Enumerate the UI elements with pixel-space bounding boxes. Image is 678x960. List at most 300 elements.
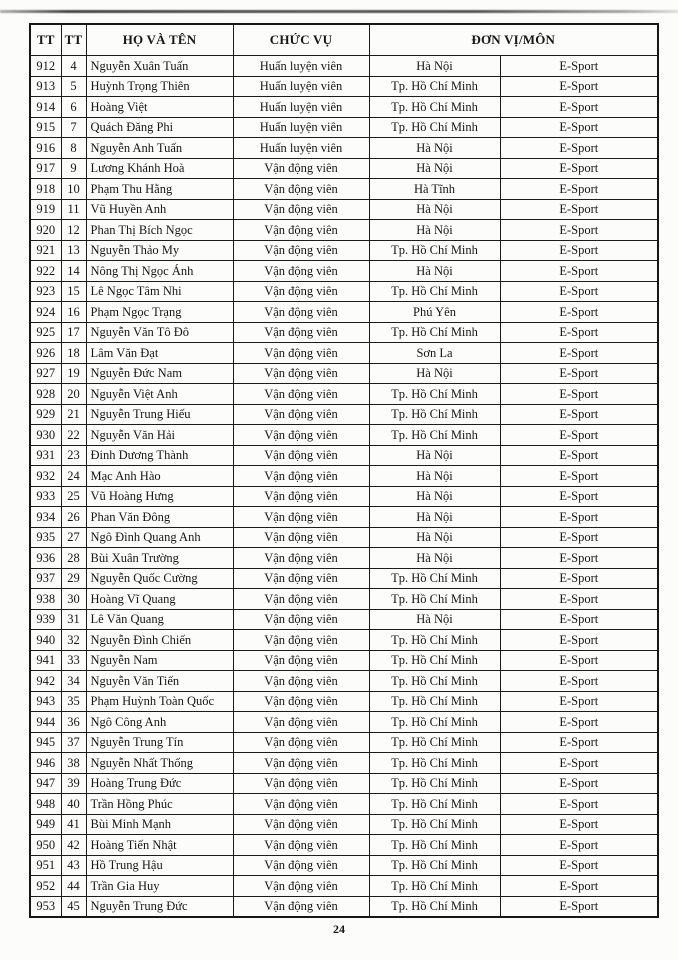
table-row xyxy=(30,138,658,159)
col-header-name: HỌ VÀ TÊN xyxy=(86,24,233,56)
cell-role: Huấn luyện viên xyxy=(233,138,369,159)
col-header-tt-local: TT xyxy=(61,24,86,56)
cell-global-index: 922 xyxy=(30,261,61,282)
cell-global-index: 951 xyxy=(30,855,61,876)
cell-global-index: 946 xyxy=(30,753,61,774)
cell-unit: Tp. Hồ Chí Minh xyxy=(369,712,500,733)
table-row xyxy=(30,363,658,384)
table-row xyxy=(30,445,658,466)
cell-unit: Tp. Hồ Chí Minh xyxy=(369,568,500,589)
cell-unit: Hà Tĩnh xyxy=(369,179,500,200)
cell-role: Vận động viên xyxy=(233,158,369,179)
cell-global-index: 930 xyxy=(30,425,61,446)
cell-name: Vũ Hoàng Hưng xyxy=(86,486,233,507)
table-row xyxy=(30,97,658,118)
cell-local-index: 40 xyxy=(61,794,86,815)
cell-role: Vận động viên xyxy=(233,179,369,200)
cell-role: Vận động viên xyxy=(233,425,369,446)
cell-name: Huỳnh Trọng Thiên xyxy=(86,76,233,97)
cell-unit: Tp. Hồ Chí Minh xyxy=(369,691,500,712)
cell-local-index: 35 xyxy=(61,691,86,712)
cell-unit: Tp. Hồ Chí Minh xyxy=(369,814,500,835)
cell-sport: E-Sport xyxy=(500,158,658,179)
cell-sport: E-Sport xyxy=(500,773,658,794)
cell-sport: E-Sport xyxy=(500,507,658,528)
cell-unit: Tp. Hồ Chí Minh xyxy=(369,404,500,425)
cell-sport: E-Sport xyxy=(500,691,658,712)
cell-name: Nguyễn Nam xyxy=(86,650,233,671)
cell-global-index: 945 xyxy=(30,732,61,753)
cell-name: Hoàng Trung Đức xyxy=(86,773,233,794)
cell-local-index: 6 xyxy=(61,97,86,118)
cell-global-index: 920 xyxy=(30,220,61,241)
cell-unit: Hà Nội xyxy=(369,158,500,179)
cell-name: Hoàng Vĩ Quang xyxy=(86,589,233,610)
cell-local-index: 42 xyxy=(61,835,86,856)
cell-unit: Tp. Hồ Chí Minh xyxy=(369,240,500,261)
cell-name: Nguyễn Quốc Cường xyxy=(86,568,233,589)
cell-unit: Hà Nội xyxy=(369,199,500,220)
cell-global-index: 942 xyxy=(30,671,61,692)
cell-name: Nguyễn Trung Hiếu xyxy=(86,404,233,425)
cell-local-index: 25 xyxy=(61,486,86,507)
cell-sport: E-Sport xyxy=(500,609,658,630)
cell-unit: Tp. Hồ Chí Minh xyxy=(369,322,500,343)
table-row xyxy=(30,896,658,917)
table-row xyxy=(30,548,658,569)
cell-unit: Tp. Hồ Chí Minh xyxy=(369,630,500,651)
cell-role: Vận động viên xyxy=(233,445,369,466)
cell-sport: E-Sport xyxy=(500,630,658,651)
cell-unit: Tp. Hồ Chí Minh xyxy=(369,835,500,856)
cell-global-index: 934 xyxy=(30,507,61,528)
cell-local-index: 16 xyxy=(61,302,86,323)
cell-unit: Tp. Hồ Chí Minh xyxy=(369,732,500,753)
cell-name: Nguyễn Đức Nam xyxy=(86,363,233,384)
cell-role: Vận động viên xyxy=(233,486,369,507)
cell-name: Nguyễn Nhất Thống xyxy=(86,753,233,774)
cell-role: Vận động viên xyxy=(233,281,369,302)
cell-sport: E-Sport xyxy=(500,220,658,241)
cell-sport: E-Sport xyxy=(500,363,658,384)
cell-role: Vận động viên xyxy=(233,589,369,610)
cell-name: Vũ Huyền Anh xyxy=(86,199,233,220)
cell-role: Vận động viên xyxy=(233,609,369,630)
table-row xyxy=(30,425,658,446)
table-row xyxy=(30,281,658,302)
roster-table-body xyxy=(30,56,658,917)
cell-global-index: 926 xyxy=(30,343,61,364)
cell-local-index: 37 xyxy=(61,732,86,753)
cell-global-index: 913 xyxy=(30,76,61,97)
cell-global-index: 941 xyxy=(30,650,61,671)
table-row xyxy=(30,794,658,815)
cell-local-index: 44 xyxy=(61,876,86,897)
cell-sport: E-Sport xyxy=(500,179,658,200)
cell-sport: E-Sport xyxy=(500,671,658,692)
cell-role: Vận động viên xyxy=(233,527,369,548)
cell-role: Vận động viên xyxy=(233,240,369,261)
cell-sport: E-Sport xyxy=(500,425,658,446)
cell-role: Vận động viên xyxy=(233,835,369,856)
cell-local-index: 10 xyxy=(61,179,86,200)
table-row xyxy=(30,527,658,548)
cell-sport: E-Sport xyxy=(500,76,658,97)
cell-role: Vận động viên xyxy=(233,630,369,651)
cell-global-index: 918 xyxy=(30,179,61,200)
cell-role: Vận động viên xyxy=(233,876,369,897)
cell-name: Lương Khánh Hoà xyxy=(86,158,233,179)
cell-name: Phạm Ngọc Trạng xyxy=(86,302,233,323)
cell-unit: Hà Nội xyxy=(369,220,500,241)
cell-unit: Tp. Hồ Chí Minh xyxy=(369,384,500,405)
cell-global-index: 931 xyxy=(30,445,61,466)
cell-role: Vận động viên xyxy=(233,199,369,220)
cell-unit: Hà Nội xyxy=(369,363,500,384)
col-header-role: CHỨC VỤ xyxy=(233,24,369,56)
cell-sport: E-Sport xyxy=(500,281,658,302)
cell-sport: E-Sport xyxy=(500,322,658,343)
table-row xyxy=(30,322,658,343)
cell-local-index: 9 xyxy=(61,158,86,179)
cell-global-index: 948 xyxy=(30,794,61,815)
table-row xyxy=(30,507,658,528)
cell-sport: E-Sport xyxy=(500,835,658,856)
cell-name: Nguyễn Trung Tín xyxy=(86,732,233,753)
cell-sport: E-Sport xyxy=(500,302,658,323)
table-row xyxy=(30,384,658,405)
cell-sport: E-Sport xyxy=(500,138,658,159)
cell-sport: E-Sport xyxy=(500,97,658,118)
cell-local-index: 7 xyxy=(61,117,86,138)
table-row xyxy=(30,630,658,651)
cell-sport: E-Sport xyxy=(500,814,658,835)
cell-local-index: 21 xyxy=(61,404,86,425)
cell-local-index: 34 xyxy=(61,671,86,692)
cell-local-index: 45 xyxy=(61,896,86,917)
cell-role: Vận động viên xyxy=(233,261,369,282)
cell-sport: E-Sport xyxy=(500,240,658,261)
cell-role: Vận động viên xyxy=(233,220,369,241)
cell-local-index: 17 xyxy=(61,322,86,343)
cell-unit: Tp. Hồ Chí Minh xyxy=(369,773,500,794)
cell-sport: E-Sport xyxy=(500,199,658,220)
cell-global-index: 927 xyxy=(30,363,61,384)
cell-name: Nguyễn Đình Chiến xyxy=(86,630,233,651)
cell-role: Vận động viên xyxy=(233,343,369,364)
cell-global-index: 939 xyxy=(30,609,61,630)
cell-sport: E-Sport xyxy=(500,794,658,815)
cell-unit: Tp. Hồ Chí Minh xyxy=(369,876,500,897)
cell-name: Lê Ngọc Tâm Nhi xyxy=(86,281,233,302)
cell-role: Vận động viên xyxy=(233,548,369,569)
table-row xyxy=(30,343,658,364)
cell-name: Quách Đăng Phi xyxy=(86,117,233,138)
cell-global-index: 929 xyxy=(30,404,61,425)
cell-sport: E-Sport xyxy=(500,445,658,466)
cell-global-index: 953 xyxy=(30,896,61,917)
cell-role: Vận động viên xyxy=(233,363,369,384)
cell-unit: Hà Nội xyxy=(369,466,500,487)
cell-role: Vận động viên xyxy=(233,384,369,405)
cell-role: Vận động viên xyxy=(233,691,369,712)
cell-role: Vận động viên xyxy=(233,568,369,589)
cell-unit: Hà Nội xyxy=(369,486,500,507)
cell-unit: Tp. Hồ Chí Minh xyxy=(369,896,500,917)
cell-sport: E-Sport xyxy=(500,486,658,507)
cell-name: Nguyễn Thảo My xyxy=(86,240,233,261)
cell-local-index: 4 xyxy=(61,56,86,77)
cell-name: Phan Văn Đông xyxy=(86,507,233,528)
cell-name: Phan Thị Bích Ngọc xyxy=(86,220,233,241)
cell-unit: Tp. Hồ Chí Minh xyxy=(369,855,500,876)
table-row xyxy=(30,753,658,774)
cell-name: Ngô Đình Quang Anh xyxy=(86,527,233,548)
cell-name: Phạm Thu Hằng xyxy=(86,179,233,200)
table-row xyxy=(30,589,658,610)
cell-global-index: 940 xyxy=(30,630,61,651)
table-row xyxy=(30,486,658,507)
cell-local-index: 19 xyxy=(61,363,86,384)
cell-sport: E-Sport xyxy=(500,876,658,897)
cell-local-index: 43 xyxy=(61,855,86,876)
cell-unit: Hà Nội xyxy=(369,609,500,630)
cell-name: Trần Gia Huy xyxy=(86,876,233,897)
cell-unit: Hà Nội xyxy=(369,56,500,77)
cell-unit: Hà Nội xyxy=(369,445,500,466)
table-row xyxy=(30,466,658,487)
cell-local-index: 13 xyxy=(61,240,86,261)
cell-name: Nguyễn Văn Tô Đô xyxy=(86,322,233,343)
col-header-unit-sport: ĐƠN VỊ/MÔN xyxy=(369,24,658,56)
cell-role: Vận động viên xyxy=(233,302,369,323)
cell-local-index: 39 xyxy=(61,773,86,794)
roster-table xyxy=(29,23,659,918)
table-row xyxy=(30,835,658,856)
cell-global-index: 938 xyxy=(30,589,61,610)
cell-sport: E-Sport xyxy=(500,650,658,671)
cell-name: Bùi Minh Mạnh xyxy=(86,814,233,835)
cell-local-index: 27 xyxy=(61,527,86,548)
cell-sport: E-Sport xyxy=(500,384,658,405)
cell-role: Huấn luyện viên xyxy=(233,97,369,118)
table-row xyxy=(30,302,658,323)
cell-sport: E-Sport xyxy=(500,117,658,138)
cell-role: Vận động viên xyxy=(233,794,369,815)
cell-name: Trần Hồng Phúc xyxy=(86,794,233,815)
cell-sport: E-Sport xyxy=(500,56,658,77)
cell-global-index: 947 xyxy=(30,773,61,794)
cell-local-index: 24 xyxy=(61,466,86,487)
table-row xyxy=(30,609,658,630)
cell-role: Vận động viên xyxy=(233,404,369,425)
table-row xyxy=(30,76,658,97)
cell-local-index: 33 xyxy=(61,650,86,671)
cell-role: Vận động viên xyxy=(233,753,369,774)
cell-name: Nguyễn Trung Đức xyxy=(86,896,233,917)
cell-global-index: 944 xyxy=(30,712,61,733)
cell-local-index: 29 xyxy=(61,568,86,589)
cell-name: Nguyễn Văn Hải xyxy=(86,425,233,446)
cell-global-index: 924 xyxy=(30,302,61,323)
table-row xyxy=(30,732,658,753)
cell-name: Bùi Xuân Trường xyxy=(86,548,233,569)
cell-unit: Tp. Hồ Chí Minh xyxy=(369,281,500,302)
cell-name: Hoàng Tiến Nhật xyxy=(86,835,233,856)
cell-local-index: 22 xyxy=(61,425,86,446)
cell-name: Nguyễn Anh Tuấn xyxy=(86,138,233,159)
cell-global-index: 943 xyxy=(30,691,61,712)
cell-role: Vận động viên xyxy=(233,732,369,753)
table-row xyxy=(30,855,658,876)
cell-local-index: 18 xyxy=(61,343,86,364)
cell-name: Nông Thị Ngọc Ánh xyxy=(86,261,233,282)
cell-role: Vận động viên xyxy=(233,814,369,835)
table-row xyxy=(30,261,658,282)
cell-role: Vận động viên xyxy=(233,855,369,876)
cell-role: Vận động viên xyxy=(233,507,369,528)
cell-name: Hoàng Việt xyxy=(86,97,233,118)
cell-global-index: 919 xyxy=(30,199,61,220)
page-number: 24 xyxy=(333,922,345,936)
cell-global-index: 928 xyxy=(30,384,61,405)
cell-global-index: 912 xyxy=(30,56,61,77)
cell-name: Đinh Dương Thành xyxy=(86,445,233,466)
cell-global-index: 917 xyxy=(30,158,61,179)
table-row xyxy=(30,814,658,835)
cell-local-index: 32 xyxy=(61,630,86,651)
table-row xyxy=(30,117,658,138)
cell-global-index: 933 xyxy=(30,486,61,507)
cell-sport: E-Sport xyxy=(500,466,658,487)
table-row xyxy=(30,650,658,671)
cell-role: Huấn luyện viên xyxy=(233,117,369,138)
cell-name: Nguyễn Văn Tiến xyxy=(86,671,233,692)
cell-local-index: 8 xyxy=(61,138,86,159)
cell-global-index: 914 xyxy=(30,97,61,118)
cell-global-index: 932 xyxy=(30,466,61,487)
cell-local-index: 14 xyxy=(61,261,86,282)
cell-sport: E-Sport xyxy=(500,343,658,364)
cell-local-index: 12 xyxy=(61,220,86,241)
table-row xyxy=(30,712,658,733)
cell-unit: Sơn La xyxy=(369,343,500,364)
cell-role: Huấn luyện viên xyxy=(233,56,369,77)
cell-unit: Hà Nội xyxy=(369,527,500,548)
cell-local-index: 31 xyxy=(61,609,86,630)
cell-name: Nguyễn Xuân Tuấn xyxy=(86,56,233,77)
cell-global-index: 915 xyxy=(30,117,61,138)
cell-unit: Hà Nội xyxy=(369,507,500,528)
cell-global-index: 950 xyxy=(30,835,61,856)
table-row xyxy=(30,671,658,692)
cell-unit: Phú Yên xyxy=(369,302,500,323)
cell-name: Lâm Văn Đạt xyxy=(86,343,233,364)
cell-local-index: 36 xyxy=(61,712,86,733)
cell-global-index: 916 xyxy=(30,138,61,159)
cell-unit: Tp. Hồ Chí Minh xyxy=(369,117,500,138)
cell-sport: E-Sport xyxy=(500,261,658,282)
table-row xyxy=(30,179,658,200)
cell-sport: E-Sport xyxy=(500,589,658,610)
cell-sport: E-Sport xyxy=(500,712,658,733)
cell-sport: E-Sport xyxy=(500,404,658,425)
cell-role: Vận động viên xyxy=(233,671,369,692)
cell-local-index: 30 xyxy=(61,589,86,610)
cell-role: Huấn luyện viên xyxy=(233,76,369,97)
table-row xyxy=(30,876,658,897)
cell-local-index: 11 xyxy=(61,199,86,220)
cell-name: Nguyễn Việt Anh xyxy=(86,384,233,405)
table-row xyxy=(30,240,658,261)
cell-global-index: 949 xyxy=(30,814,61,835)
cell-role: Vận động viên xyxy=(233,322,369,343)
cell-unit: Tp. Hồ Chí Minh xyxy=(369,76,500,97)
cell-sport: E-Sport xyxy=(500,548,658,569)
header-row xyxy=(30,24,658,56)
table-row xyxy=(30,158,658,179)
cell-unit: Hà Nội xyxy=(369,138,500,159)
table-row xyxy=(30,773,658,794)
cell-local-index: 26 xyxy=(61,507,86,528)
cell-role: Vận động viên xyxy=(233,896,369,917)
cell-unit: Tp. Hồ Chí Minh xyxy=(369,671,500,692)
scan-artifact-top xyxy=(0,10,678,13)
cell-unit: Hà Nội xyxy=(369,261,500,282)
cell-local-index: 28 xyxy=(61,548,86,569)
cell-local-index: 41 xyxy=(61,814,86,835)
cell-role: Vận động viên xyxy=(233,773,369,794)
cell-local-index: 23 xyxy=(61,445,86,466)
cell-name: Ngô Công Anh xyxy=(86,712,233,733)
cell-local-index: 38 xyxy=(61,753,86,774)
cell-global-index: 937 xyxy=(30,568,61,589)
cell-global-index: 952 xyxy=(30,876,61,897)
cell-local-index: 5 xyxy=(61,76,86,97)
cell-unit: Hà Nội xyxy=(369,548,500,569)
cell-unit: Tp. Hồ Chí Minh xyxy=(369,425,500,446)
cell-role: Vận động viên xyxy=(233,650,369,671)
cell-global-index: 936 xyxy=(30,548,61,569)
cell-local-index: 15 xyxy=(61,281,86,302)
cell-global-index: 921 xyxy=(30,240,61,261)
cell-global-index: 935 xyxy=(30,527,61,548)
cell-unit: Tp. Hồ Chí Minh xyxy=(369,650,500,671)
cell-sport: E-Sport xyxy=(500,753,658,774)
col-header-tt-global: TT xyxy=(30,24,61,56)
roster-table-header xyxy=(30,24,658,56)
cell-name: Lê Văn Quang xyxy=(86,609,233,630)
cell-sport: E-Sport xyxy=(500,896,658,917)
cell-role: Vận động viên xyxy=(233,466,369,487)
cell-sport: E-Sport xyxy=(500,855,658,876)
cell-unit: Tp. Hồ Chí Minh xyxy=(369,753,500,774)
cell-unit: Tp. Hồ Chí Minh xyxy=(369,589,500,610)
table-row xyxy=(30,691,658,712)
cell-unit: Tp. Hồ Chí Minh xyxy=(369,97,500,118)
cell-sport: E-Sport xyxy=(500,732,658,753)
table-row xyxy=(30,220,658,241)
cell-unit: Tp. Hồ Chí Minh xyxy=(369,794,500,815)
cell-role: Vận động viên xyxy=(233,712,369,733)
cell-local-index: 20 xyxy=(61,384,86,405)
table-row xyxy=(30,199,658,220)
cell-name: Hồ Trung Hậu xyxy=(86,855,233,876)
table-row xyxy=(30,56,658,77)
cell-name: Mạc Anh Hào xyxy=(86,466,233,487)
cell-global-index: 923 xyxy=(30,281,61,302)
cell-sport: E-Sport xyxy=(500,568,658,589)
